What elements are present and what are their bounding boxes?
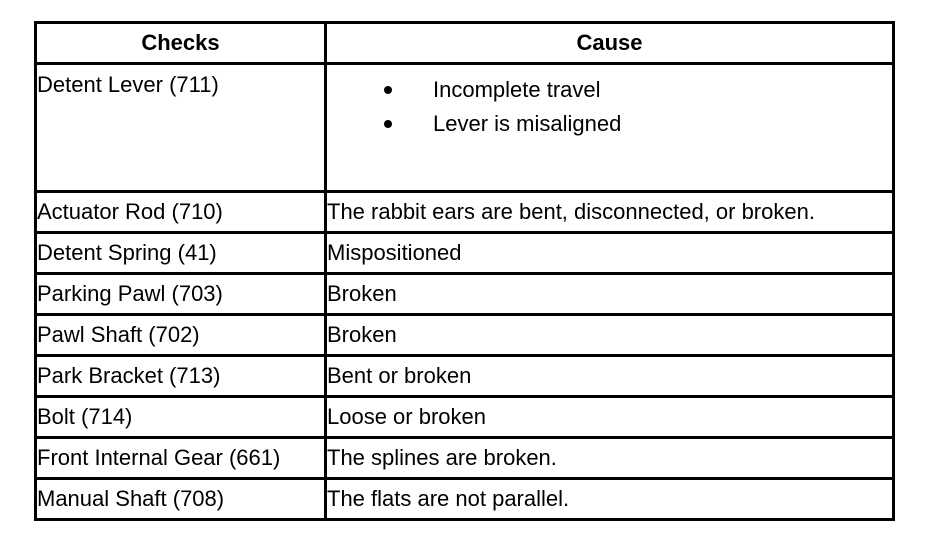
check-cell: Front Internal Gear (661) bbox=[37, 439, 327, 480]
check-cell: Manual Shaft (708) bbox=[37, 480, 327, 521]
cause-cell bbox=[327, 65, 895, 193]
table-row bbox=[37, 398, 895, 439]
check-cell: Actuator Rod (710) bbox=[37, 193, 327, 234]
cause-bullet-item bbox=[327, 76, 892, 110]
table-row bbox=[37, 439, 895, 480]
cause-cell: Broken bbox=[327, 316, 895, 357]
bullet-icon bbox=[384, 120, 392, 128]
check-cell: Parking Pawl (703) bbox=[37, 275, 327, 316]
check-cell: Detent Lever (711) bbox=[37, 65, 327, 193]
table-row bbox=[37, 275, 895, 316]
cause-cell: The rabbit ears are bent, disconnected, or broken. bbox=[327, 193, 895, 234]
check-cell: Detent Spring (41) bbox=[37, 234, 327, 275]
cause-column-header: Cause bbox=[327, 24, 895, 65]
cause-cell: Mispositioned bbox=[327, 234, 895, 275]
cause-cell: The splines are broken. bbox=[327, 439, 895, 480]
check-cell: Bolt (714) bbox=[37, 398, 327, 439]
check-cell: Park Bracket (713) bbox=[37, 357, 327, 398]
bullet-icon bbox=[384, 86, 392, 94]
cause-bullet-text: Incomplete travel bbox=[433, 77, 601, 102]
table-row bbox=[37, 316, 895, 357]
checks-column-header: Checks bbox=[37, 24, 327, 65]
cause-bullet-list bbox=[327, 76, 892, 144]
cause-cell: The flats are not parallel. bbox=[327, 480, 895, 521]
table-row bbox=[37, 480, 895, 521]
checks-table-container bbox=[34, 21, 892, 521]
checks-table bbox=[34, 21, 895, 521]
cause-cell: Broken bbox=[327, 275, 895, 316]
cause-cell: Loose or broken bbox=[327, 398, 895, 439]
cause-bullet-text: Lever is misaligned bbox=[433, 111, 622, 136]
table-row bbox=[37, 357, 895, 398]
cause-cell: Bent or broken bbox=[327, 357, 895, 398]
cause-bullet-item bbox=[327, 110, 892, 144]
table-row bbox=[37, 193, 895, 234]
table-row bbox=[37, 65, 895, 193]
table-header-row bbox=[37, 24, 895, 65]
table-row bbox=[37, 234, 895, 275]
check-cell: Pawl Shaft (702) bbox=[37, 316, 327, 357]
